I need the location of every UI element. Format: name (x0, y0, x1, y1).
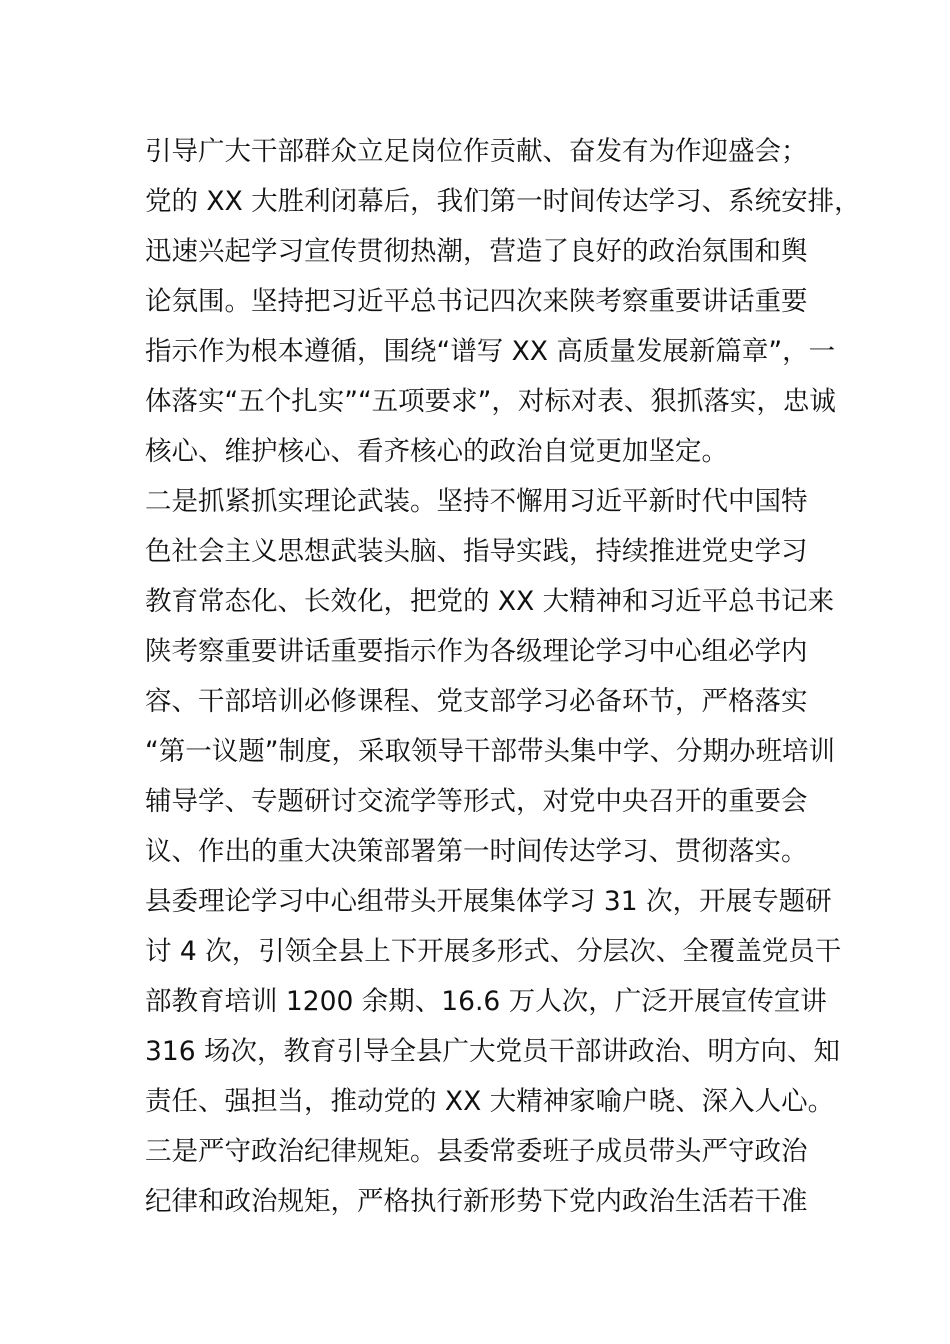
text-line: 县委理论学习中心组带头开展集体学习 31 次，开展专题研 (145, 886, 832, 917)
text-line: 部教育培训 1200 余期、16.6 万人次，广泛开展宣传宣讲 (145, 986, 827, 1017)
text-line: 容、干部培训必修课程、党支部学习必备环节，严格落实 (145, 686, 808, 717)
text-line: “第一议题”制度，采取领导干部带头集中学、分期办班培训 (145, 736, 835, 767)
text-line: 教育常态化、长效化，把党的 XX 大精神和习近平总书记来 (145, 586, 835, 617)
text-line: 核心、维护核心、看齐核心的政治自觉更加坚定。 (145, 436, 728, 467)
text-line: 论氛围。坚持把习近平总书记四次来陕考察重要讲话重要 (145, 286, 808, 317)
text-line: 引导广大干部群众立足岗位作贡献、奋发有为作迎盛会； (145, 136, 808, 167)
text-line: 二是抓紧抓实理论武装。坚持不懈用习近平新时代中国特 (145, 486, 808, 517)
text-line: 党的 XX 大胜利闭幕后，我们第一时间传达学习、系统安排， (145, 186, 861, 217)
text-line: 316 场次，教育引导全县广大党员干部讲政治、明方向、知 (145, 1036, 841, 1067)
text-line: 讨 4 次，引领全县上下开展多形式、分层次、全覆盖党员干 (145, 936, 842, 967)
text-line: 指示作为根本遵循，围绕“谱写 XX 高质量发展新篇章”，一 (145, 336, 836, 367)
text-line: 陕考察重要讲话重要指示作为各级理论学习中心组必学内 (145, 636, 808, 667)
text-line: 三是严守政治纪律规矩。县委常委班子成员带头严守政治 (145, 1136, 808, 1167)
text-line: 体落实“五个扎实”“五项要求”，对标对表、狠抓落实，忠诚 (145, 386, 836, 417)
text-line: 责任、强担当，推动党的 XX 大精神家喻户晓、深入人心。 (145, 1086, 835, 1117)
text-line: 议、作出的重大决策部署第一时间传达学习、贯彻落实。 (145, 836, 808, 867)
text-line: 辅导学、专题研讨交流学等形式，对党中央召开的重要会 (145, 786, 808, 817)
text-line: 纪律和政治规矩，严格执行新形势下党内政治生活若干准 (145, 1186, 808, 1217)
body-text (145, 127, 861, 1227)
text-line: 色社会主义思想武装头脑、指导实践，持续推进党史学习 (145, 536, 808, 567)
text-line: 迅速兴起学习宣传贯彻热潮，营造了良好的政治氛围和舆 (145, 236, 808, 267)
